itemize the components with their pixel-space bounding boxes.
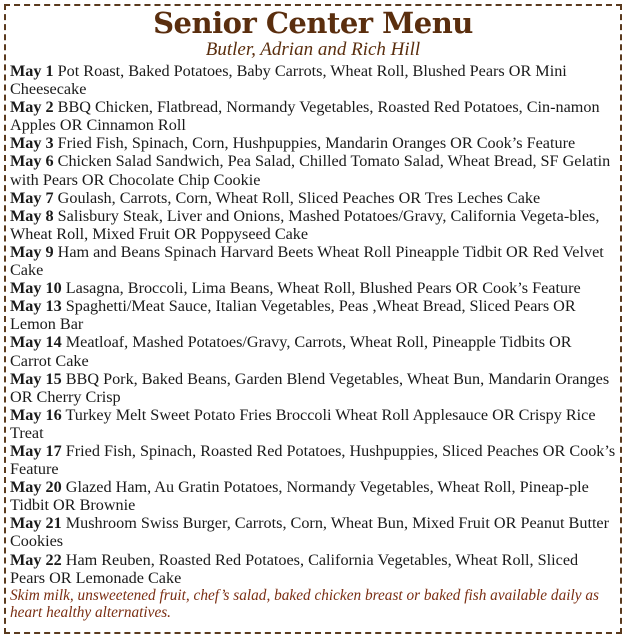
entry-text: Meatloaf, Mashed Potatoes/Gravy, Carrots, Wheat Roll, Pineapple Tidbits OR Carrot Cake [10,333,572,370]
menu-subtitle: Butler, Adrian and Rich Hill [205,39,421,60]
entry-date: May 10 [10,279,62,298]
menu-entry [10,152,616,188]
entry-text: Goulash, Carrots, Corn, Wheat Roll, Sliced Peaches OR Tres Leches Cake [57,188,541,207]
menu-entry [10,442,616,478]
entry-text: Ham Reuben, Roasted Red Potatoes, California Vegetables, Wheat Roll, Sliced Pears OR Lemonade Cake [10,550,579,587]
entry-text: Spaghetti/Meat Sauce, Italian Vegetables, Peas ,Wheat Bread, Sliced Pears OR Lemon Bar [10,297,576,334]
entry-text: Salisbury Steak, Liver and Onions, Mashed Potatoes/Gravy, California Vegeta-bles, Wheat Roll, Mixed Fruit OR Poppyseed Cake [10,206,600,243]
entry-date: May 15 [10,369,62,388]
menu-entry [10,370,616,406]
entry-text: Lasagna, Broccoli, Lima Beans, Wheat Roll, Blushed Pears OR Cook’s Feature [65,279,581,298]
menu-entry [10,279,616,297]
menu-title: Senior Center Menu [153,6,473,40]
entry-date: May 21 [10,514,62,533]
menu-entry [10,478,616,514]
entry-date: May 13 [10,297,62,316]
entry-date: May 14 [10,333,62,352]
menu-entry [10,134,616,152]
heart-healthy-note: Skim milk, unsweetened fruit, chef’s salad, baked chicken breast or baked fish available daily as heart healthy alternatives. [10,586,599,621]
menu-entry [10,297,616,333]
entry-text: Chicken Salad Sandwich, Pea Salad, Chilled Tomato Salad, Wheat Bread, SF Gelatin with Pears OR Chocolate Chip Cookie [10,152,611,189]
menu-entry [10,207,616,243]
entry-text: BBQ Chicken, Flatbread, Normandy Vegetables, Roasted Red Potatoes, Cin-namon Apples OR Cinnamon Roll [10,98,600,135]
entry-text: BBQ Pork, Baked Beans, Garden Blend Vegetables, Wheat Bun, Mandarin Oranges OR Cherry Crisp [10,369,610,406]
entry-date: May 1 [10,62,54,80]
entry-text: Mushroom Swiss Burger, Carrots, Corn, Wheat Bun, Mixed Fruit OR Peanut Butter Cookies [10,514,610,551]
entry-date: May 3 [10,134,54,153]
entry-text: Pot Roast, Baked Potatoes, Baby Carrots, Wheat Roll, Blushed Pears OR Mini Cheesecake [10,62,567,99]
entry-text: Fried Fish, Spinach, Roasted Red Potatoes, Hushpuppies, Sliced Peaches OR Cook’s Feature [10,441,616,479]
entry-text: Turkey Melt Sweet Potato Fries Broccoli Wheat Roll Applesauce OR Crispy Rice Treat [10,405,596,442]
menu-content [10,6,616,621]
entry-date: May 6 [10,152,54,171]
menu-entries [10,62,616,587]
entry-date: May 20 [10,478,62,497]
menu-entry [10,514,616,550]
menu-entry [10,243,616,279]
entry-text: Glazed Ham, Au Gratin Potatoes, Normandy Vegetables, Wheat Roll, Pineap-ple Tidbit OR Brownie [10,478,589,515]
entry-date: May 22 [10,550,62,569]
entry-date: May 16 [10,405,62,424]
entry-date: May 17 [10,441,62,460]
menu-entry [10,189,616,207]
entry-date: May 2 [10,98,54,117]
entry-date: May 7 [10,188,54,207]
menu-entry [10,98,616,134]
entry-date: May 8 [10,206,54,225]
entry-date: May 9 [10,242,54,261]
menu-entry [10,333,616,369]
menu-entry [10,551,616,587]
entry-text: Ham and Beans Spinach Harvard Beets Wheat Roll Pineapple Tidbit OR Red Velvet Cake [10,242,604,280]
menu-entry [10,62,616,98]
menu-entry [10,406,616,442]
entry-text: Fried Fish, Spinach, Corn, Hushpuppies, Mandarin Oranges OR Cook’s Feature [57,134,576,153]
